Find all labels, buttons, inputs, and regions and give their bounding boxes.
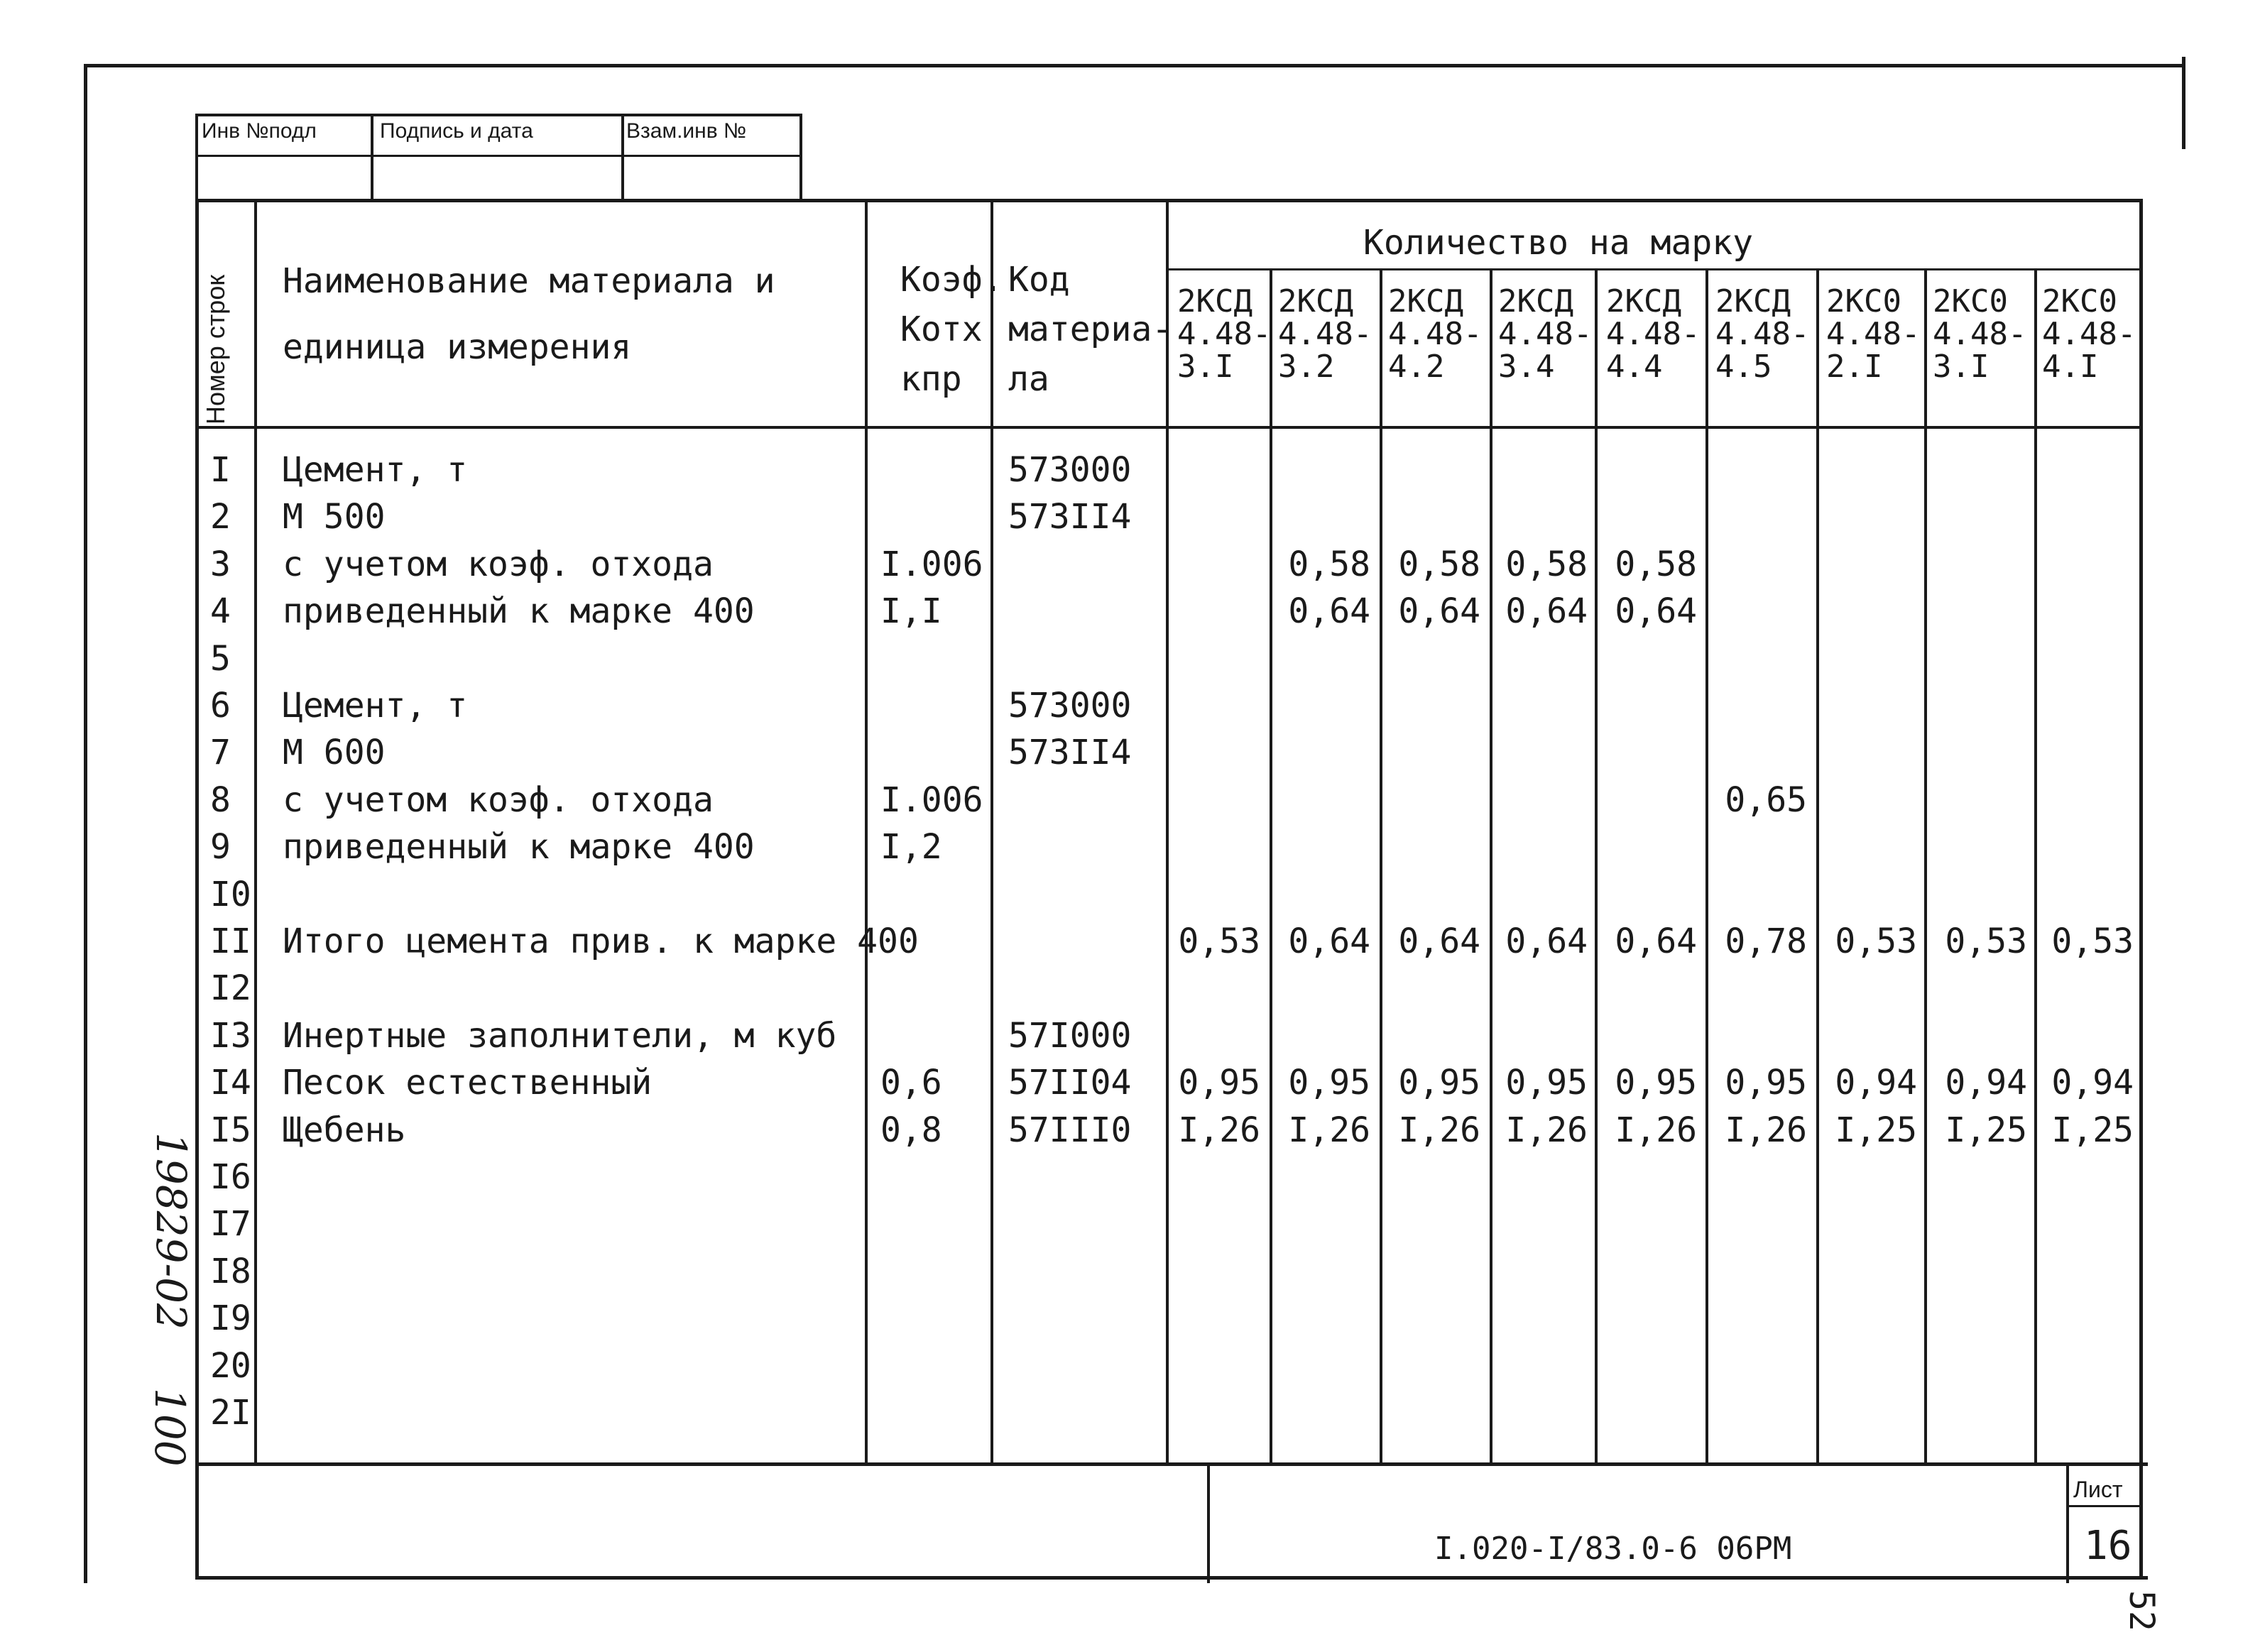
coefficient: I,2 [880, 827, 942, 867]
row-number: I5 [210, 1110, 251, 1150]
code-header-line1: Код [1008, 260, 1070, 300]
quantity-value: I,26 [1178, 1110, 1260, 1150]
quantity-value: 0,58 [1505, 545, 1588, 584]
coefficient: 0,6 [880, 1063, 942, 1103]
material-code: 57I000 [1008, 1016, 1132, 1056]
material-code: 573000 [1008, 450, 1132, 490]
document-code: I.020-I/83.0-6 06РМ [1434, 1531, 1792, 1567]
row-number: II [210, 921, 251, 961]
quantity-value: 0,53 [1945, 921, 2027, 961]
quantity-value: 0,95 [1725, 1063, 1807, 1103]
code-header-line2: материа- [1008, 310, 1173, 349]
side-note-number: 100 [146, 1388, 194, 1467]
quantity-value: I,25 [2051, 1110, 2134, 1150]
mark-header: 2КСД 4.48- 3.4 [1498, 283, 1593, 385]
quantity-value: 0,64 [1398, 921, 1480, 961]
material-name: Итого цемента прив. к марке 400 [283, 921, 919, 961]
quantity-value: 0,95 [1505, 1063, 1588, 1103]
quantity-value: I,26 [1615, 1110, 1697, 1150]
quantity-value: I,26 [1398, 1110, 1480, 1150]
coef-header-line2: Котх [900, 310, 983, 349]
row-number: 9 [210, 827, 231, 867]
row-number: I2 [210, 968, 251, 1008]
quantity-value: 0,58 [1615, 545, 1697, 584]
material-name: М 600 [283, 733, 386, 772]
mark-header: 2КСД 4.48- 3.2 [1278, 283, 1372, 385]
mark-header: 2КСД 4.48- 4.5 [1715, 283, 1810, 385]
material-code: 573II4 [1008, 497, 1132, 537]
mark-header: 2КСД 4.48- 3.I [1177, 283, 1272, 385]
code-header-line3: ла [1008, 359, 1049, 399]
quantity-value: 0,64 [1615, 591, 1697, 631]
side-note-code: 19829-02 [147, 1132, 195, 1330]
quantity-value: 0,78 [1725, 921, 1807, 961]
row-number: 8 [210, 780, 231, 820]
row-number: I4 [210, 1063, 251, 1103]
row-number: I6 [210, 1157, 251, 1197]
row-number: 2 [210, 497, 231, 537]
row-number-header: Номер строк [201, 274, 230, 425]
material-code: 57III0 [1008, 1110, 1132, 1150]
row-number: I7 [210, 1204, 251, 1244]
material-name: М 500 [283, 497, 386, 537]
quantity-value: 0,64 [1398, 591, 1480, 631]
mark-header: 2КС0 4.48- 3.I [1933, 283, 2027, 385]
material-code: 573000 [1008, 686, 1132, 726]
material-name: Щебень [283, 1110, 406, 1150]
quantity-value: 0,53 [1835, 921, 1917, 961]
row-number: 20 [210, 1346, 251, 1386]
material-name: Песок естественный [283, 1063, 653, 1103]
row-number: 4 [210, 591, 231, 631]
quantity-value: 0,64 [1288, 921, 1370, 961]
material-name: с учетом коэф. отхода [283, 780, 714, 820]
quantity-value: 0,65 [1725, 780, 1807, 820]
quantity-value: I,25 [1945, 1110, 2027, 1150]
quantity-value: I,26 [1725, 1110, 1807, 1150]
quantity-value: I,25 [1835, 1110, 1917, 1150]
row-number: I9 [210, 1298, 251, 1338]
material-code: 57II04 [1008, 1063, 1132, 1103]
material-name: Цемент, т [283, 686, 468, 726]
quantity-value: 0,53 [1178, 921, 1260, 961]
quantity-value: I,26 [1288, 1110, 1370, 1150]
row-number: I0 [210, 875, 251, 914]
coefficient: I.006 [880, 780, 983, 820]
coef-header-line1: Коэф. [900, 260, 1003, 300]
row-number: 6 [210, 686, 231, 726]
stamp-replace-label: Взам.инв № [626, 119, 747, 143]
row-number: I [210, 450, 231, 490]
quantity-value: 0,95 [1288, 1063, 1370, 1103]
margin-number: 52 [2122, 1590, 2161, 1631]
quantity-value: I,26 [1505, 1110, 1588, 1150]
coefficient: I.006 [880, 545, 983, 584]
quantity-value: 0,58 [1288, 545, 1370, 584]
quantity-header: Количество на марку [1363, 223, 1754, 263]
row-number: 3 [210, 545, 231, 584]
coefficient: I,I [880, 591, 942, 631]
row-number: 2I [210, 1393, 251, 1433]
name-header-line2: единица измерения [283, 327, 632, 367]
material-name: Цемент, т [283, 450, 468, 490]
name-header-line1: Наименование материала и [283, 261, 775, 301]
quantity-value: 0,95 [1398, 1063, 1480, 1103]
mark-header: 2КС0 4.48- 4.I [2042, 283, 2136, 385]
row-number: 5 [210, 639, 231, 679]
quantity-value: 0,95 [1178, 1063, 1260, 1103]
row-number: I8 [210, 1252, 251, 1291]
material-name: Инертные заполнители, м куб [283, 1016, 837, 1056]
row-number: I3 [210, 1016, 251, 1056]
quantity-value: 0,94 [1835, 1063, 1917, 1103]
quantity-value: 0,64 [1615, 921, 1697, 961]
material-name: с учетом коэф. отхода [283, 545, 714, 584]
quantity-value: 0,94 [1945, 1063, 2027, 1103]
quantity-value: 0,95 [1615, 1063, 1697, 1103]
quantity-value: 0,64 [1505, 591, 1588, 631]
sheet-label: Лист [2073, 1477, 2123, 1502]
coefficient: 0,8 [880, 1110, 942, 1150]
quantity-value: 0,64 [1505, 921, 1588, 961]
mark-header: 2КС0 4.48- 2.I [1826, 283, 1921, 385]
quantity-value: 0,94 [2051, 1063, 2134, 1103]
stamp-inv-label: Инв №подл [202, 119, 317, 143]
material-name: приведенный к марке 400 [283, 827, 755, 867]
quantity-value: 0,64 [1288, 591, 1370, 631]
sheet-number: 16 [2084, 1523, 2132, 1569]
material-name: приведенный к марке 400 [283, 591, 755, 631]
quantity-value: 0,53 [2051, 921, 2134, 961]
coef-header-line3: кпр [900, 359, 962, 399]
mark-header: 2КСД 4.48- 4.2 [1388, 283, 1483, 385]
row-number: 7 [210, 733, 231, 772]
stamp-signature-label: Подпись и дата [380, 119, 533, 143]
material-code: 573II4 [1008, 733, 1132, 772]
quantity-value: 0,58 [1398, 545, 1480, 584]
mark-header: 2КСД 4.48- 4.4 [1606, 283, 1701, 385]
